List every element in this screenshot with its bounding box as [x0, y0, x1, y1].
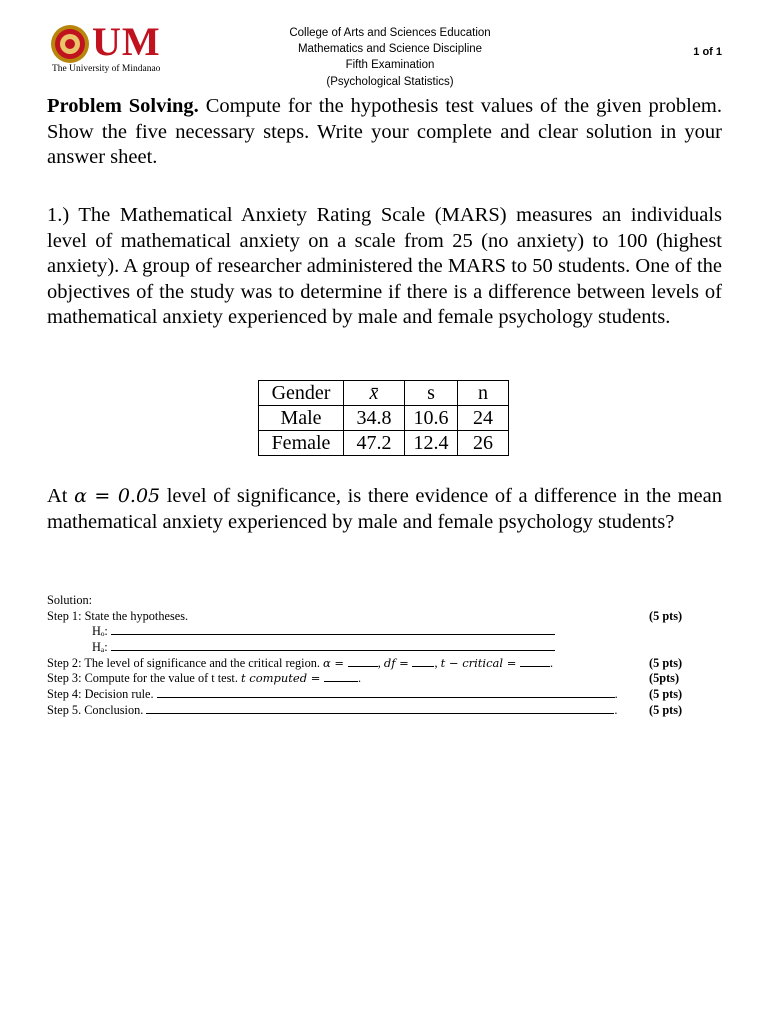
- alternative-hypothesis-line: [47, 640, 707, 656]
- step-2-text: Step 2: The level of significance and the critical region.: [47, 655, 324, 670]
- table-cell: Male: [259, 406, 344, 431]
- step-3-points: (5pts): [649, 671, 680, 686]
- null-hypothesis-line: [47, 624, 707, 640]
- step-4: Step 4: Decision rule. . (5 pts): [47, 687, 683, 702]
- step-1-points: (5 pts): [649, 608, 683, 623]
- instructions: [47, 94, 722, 171]
- logo-caption: The University of Mindanao: [52, 64, 161, 74]
- table-header: s: [405, 381, 458, 406]
- question: [47, 484, 722, 535]
- question-prefix: At: [47, 485, 75, 507]
- t-computed-label: t computed =: [240, 671, 325, 686]
- table-cell: 26: [458, 431, 509, 456]
- step-2: Step 2: The level of significance and the critical region. α = , df = , t − critical = . (5 pts): [47, 655, 683, 670]
- solution-section: [47, 593, 707, 719]
- step-3-text: Step 3: Compute for the value of t test.: [47, 671, 241, 686]
- university-seal-icon: [50, 24, 90, 64]
- table-cell: 24: [458, 406, 509, 431]
- t-critical-label: t − critical =: [440, 655, 521, 670]
- logo-text: UM: [92, 19, 161, 64]
- step-5-points: (5 pts): [649, 702, 683, 717]
- question-text: level of significance, is there evidence of a difference in the mean mathematical anxiety experienced by male and female psychology students?: [47, 485, 723, 533]
- table-cell: 10.6: [405, 406, 458, 431]
- step-5-text: Step 5. Conclusion.: [47, 702, 147, 717]
- step-3: Step 3: Compute for the value of t test. t computed = . (5pts): [47, 671, 680, 686]
- header-line-discipline: Mathematics and Science Discipline: [297, 43, 483, 56]
- statistics-table: [258, 380, 509, 456]
- step-1-text: Step 1: State the hypotheses.: [47, 608, 189, 623]
- page-number: 1 of 1: [693, 46, 722, 58]
- step-4-points: (5 pts): [649, 687, 683, 702]
- alpha-label: α =: [323, 655, 348, 670]
- step-4-text: Step 4: Decision rule.: [47, 687, 157, 702]
- exam-header: [200, 25, 580, 90]
- step-2-points: (5 pts): [649, 655, 683, 670]
- problem-statement: 1.) The Mathematical Anxiety Rating Scale (MARS) measures an individuals level of mathematical anxiety on a scale from 25 (no anxiety) to 100 (highest anxiety). A group of researcher administered the MARS to 50 students. One of the objectives of the study was to determine if there is a difference between levels of mathematical anxiety experienced by male and female psychology students.: [47, 204, 722, 329]
- header-line-exam: Fifth Examination: [345, 59, 435, 72]
- step-1: [47, 609, 707, 625]
- alternative-hypothesis-label: Hₐ:: [92, 640, 108, 655]
- table-header: n: [458, 381, 509, 406]
- university-logo: [50, 19, 210, 80]
- table-header: x̄: [344, 381, 405, 406]
- instructions-title: Problem Solving.: [47, 95, 199, 117]
- alpha-expression: α = 0.05: [74, 485, 161, 507]
- answer-blank: [324, 671, 358, 682]
- instructions-text: Compute for the hypothesis test values of the given problem. Show the five necessary steps. Write your complete and clear solution in your answer sheet.: [47, 95, 722, 169]
- header-line-subject: (Psychological Statistics): [326, 75, 454, 88]
- answer-blank: [111, 640, 555, 651]
- table-cell: 34.8: [344, 406, 405, 431]
- step-5: Step 5. Conclusion. . (5 pts): [47, 702, 683, 717]
- table-header-row: [259, 381, 509, 406]
- header-line-college: College of Arts and Sciences Education: [289, 27, 491, 39]
- null-hypothesis-label: Hₒ:: [92, 624, 108, 639]
- table-header: Gender: [259, 381, 344, 406]
- answer-blank: [157, 687, 615, 698]
- answer-blank: [520, 656, 550, 667]
- table-row: [259, 406, 509, 431]
- answer-blank: [348, 656, 378, 667]
- table-row: [259, 431, 509, 456]
- df-label: df =: [383, 655, 413, 670]
- table-cell: Female: [259, 431, 344, 456]
- solution-label: Solution:: [47, 593, 93, 607]
- table-cell: 12.4: [405, 431, 458, 456]
- answer-blank: [111, 624, 555, 635]
- answer-blank: [146, 703, 614, 714]
- table-cell: 47.2: [344, 431, 405, 456]
- answer-blank: [412, 656, 434, 667]
